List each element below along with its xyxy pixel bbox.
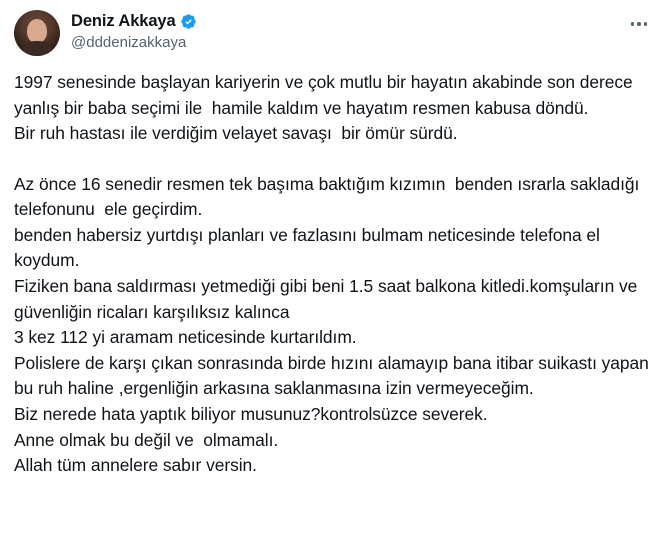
tweet-text-line: Fiziken bana saldırması yetmediği gibi beni 1.5 saat balkona kitledi.komşuların ve güvenliğin ricaları karşılıksız kalınca [14,276,643,322]
tweet-text [14,70,652,479]
tweet-text-line: Az önce 16 senedir resmen tek başıma baktığım kızımın benden ısrarla sakladığı telefonunu ele geçirdim. [14,173,645,220]
author-block [71,10,197,52]
tweet-text-line: Allah tüm annelere sabır versin. [14,455,257,476]
tweet-header [14,10,652,56]
author-name-row [71,11,197,32]
author-handle[interactable]: @dddenizakkaya [71,33,187,51]
tweet-text-line: 3 kez 112 yi aramam neticesinde kurtarıldım. [14,327,357,348]
tweet-text-line: Biz nerede hata yaptık biliyor musunuz?kontrolsüzce severek. [14,403,488,424]
tweet-text-line: benden habersiz yurtdışı planları ve fazlasını bulmam neticesinde telefona el koydum. [14,224,605,271]
tweet-text-line: 1997 senesinde başlayan kariyerin ve çok mutlu bir hayatın akabinde son derece yanlış bir baba seçimi ile hamile kaldım ve hayatım resmen kabusa döndü. [14,72,638,118]
tweet-text-spacer [14,147,652,172]
verified-badge-icon [180,13,197,30]
more-options-icon[interactable] [626,14,652,34]
tweet-text-line: Bir ruh hastası ile verdiğim velayet savaşı bir ömür sürdü. [14,123,458,144]
tweet-text-line: Polislere de karşı çıkan sonrasında birde hızını alamayıp bana itibar suikastı yapan bu ruh haline ,ergenliğin arkasına saklanmasına izin vermeyeceğim. [14,352,654,399]
avatar[interactable] [14,10,60,56]
tweet-text-line: Anne olmak bu değil ve olmamalı. [14,429,279,450]
author-display-name[interactable]: Deniz Akkaya [71,12,176,30]
